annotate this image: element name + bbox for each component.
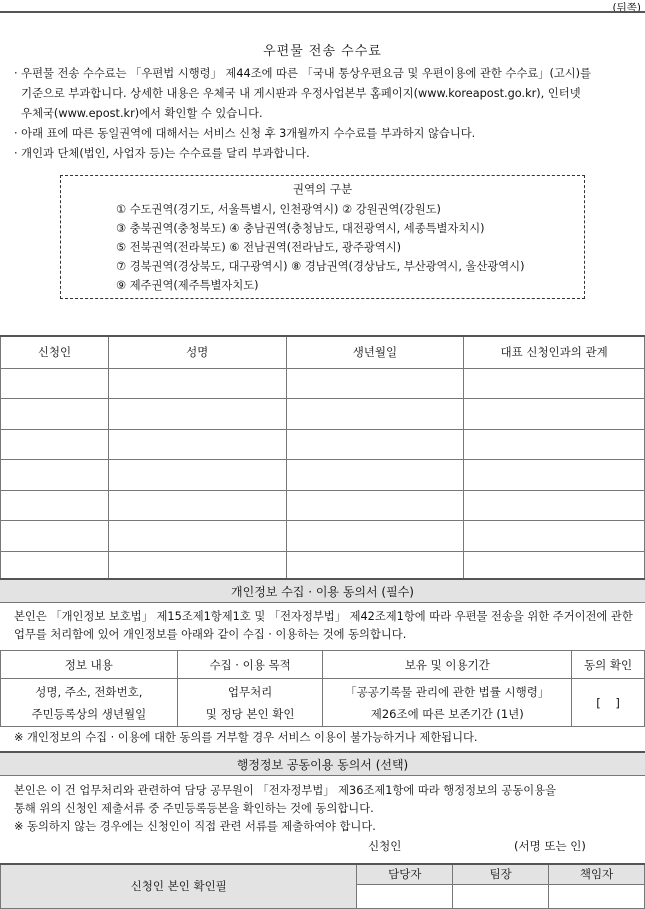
col-purpose: 수집 · 이용 목적 (177, 651, 323, 679)
shared-line: 본인은 이 건 업무처리와 관련하여 담당 공무원이 「전자정부법」 제36조제1항에 따라 행정정보의 공동이용을 (14, 784, 556, 797)
name-cell[interactable] (108, 368, 286, 399)
applicant-table (0, 335, 645, 582)
name-cell[interactable] (108, 399, 286, 430)
privacy-note: ※ 개인정보의 수집 · 이용에 대한 동의를 거부할 경우 서비스 이용이 불가능하거나 제한됩니다. (14, 731, 478, 744)
birthdate-cell[interactable] (286, 460, 464, 491)
fee-title: 우편물 전송 수수료 (263, 44, 382, 59)
privacy-table (0, 650, 645, 727)
birthdate-cell[interactable] (286, 490, 464, 521)
region-line: ⑦ 경북권역(경상북도, 대구광역시) ⑧ 경남권역(경상남도, 부산광역시, 울산광역시) (116, 260, 525, 273)
team-leader-sign-cell[interactable] (453, 884, 549, 908)
birthdate-cell[interactable] (286, 368, 464, 399)
relation-cell[interactable] (464, 368, 645, 399)
shared-line: 통해 위의 신청인 제출서류 중 주민등록등본을 확인하는 것에 동의합니다. (14, 802, 374, 815)
fee-line: 우체국(www.epost.kr)에서 확인할 수 있습니다. (14, 107, 263, 120)
region-line: ③ 충북권역(충청북도) ④ 충남권역(충청남도, 대전광역시, 세종특별자치시) (116, 222, 485, 235)
officer-sign-cell[interactable] (357, 884, 453, 908)
birthdate-cell[interactable] (286, 429, 464, 460)
fee-line: · 우편물 전송 수수료는 「우편법 시행령」 제44조에 따른 「국내 통상우편요금 및 우편이용에 관한 수수료」(고시)를 (14, 67, 591, 80)
page-side-label: (뒤쪽) (612, 2, 641, 14)
shared-note: ※ 동의하지 않는 경우에는 신청인이 직접 관련 서류를 제출하여야 합니다. (14, 820, 376, 833)
confirm-label: 신청인 본인 확인필 (1, 864, 357, 908)
privacy-section-title: 개인정보 수집 · 이용 동의서 (필수) (0, 578, 645, 603)
birthdate-cell[interactable] (286, 521, 464, 552)
col-info: 정보 내용 (1, 651, 178, 679)
fee-line: 기준으로 부과합니다. 상세한 내용은 우체국 내 게시판과 우정사업본부 홈페이지(www.koreapost.go.kr), 인터넷 (14, 87, 581, 100)
fee-line: · 아래 표에 따른 동일권역에 대해서는 서비스 신청 후 3개월까지 수수료를 부과하지 않습니다. (14, 127, 476, 140)
col-relation: 대표 신청인과의 관계 (464, 336, 645, 368)
applicant-cell[interactable] (1, 490, 109, 521)
purpose-content: 업무처리 및 정당 본인 확인 (177, 679, 323, 727)
confirm-table (0, 863, 645, 909)
name-cell[interactable] (108, 490, 286, 521)
relation-cell[interactable] (464, 521, 645, 552)
shared-section-title: 행정정보 공동이용 동의서 (선택) (0, 751, 645, 776)
applicant-cell[interactable] (1, 399, 109, 430)
fee-line: · 개인과 단체(법인, 사업자 등)는 수수료를 달리 부과합니다. (14, 147, 310, 160)
table-row (1, 551, 645, 582)
relation-cell[interactable] (464, 399, 645, 430)
region-line: ① 수도권역(경기도, 서울특별시, 인천광역시) ② 강원권역(강원도) (116, 203, 441, 216)
relation-cell[interactable] (464, 429, 645, 460)
applicant-sign-label: 신청인 (368, 839, 402, 853)
relation-cell[interactable] (464, 490, 645, 521)
consent-checkbox[interactable]: [ ] (572, 679, 645, 727)
applicant-cell[interactable] (1, 551, 109, 582)
table-row (1, 490, 645, 521)
top-rule (0, 11, 645, 13)
privacy-body: 본인은 「개인정보 보호법」 제15조제1항제1호 및 「전자정부법」 제42조제1항에 따라 우편물 전송을 위한 주거이전에 관한 업무를 처리함에 있어 개인정보를 아래와 같이 수집 · 이용하는 것에 동의합니다. (14, 610, 633, 641)
region-line: ⑨ 제주권역(제주특별자치도) (116, 279, 259, 292)
col-officer: 담당자 (357, 864, 453, 884)
relation-cell[interactable] (464, 551, 645, 582)
applicant-cell[interactable] (1, 460, 109, 491)
info-content: 성명, 주소, 전화번호, 주민등록상의 생년월일 (1, 679, 178, 727)
table-row (1, 368, 645, 399)
birthdate-cell[interactable] (286, 551, 464, 582)
table-row (1, 460, 645, 491)
region-title: 권역의 구분 (292, 182, 353, 196)
col-manager: 책임자 (549, 864, 645, 884)
table-row (1, 399, 645, 430)
col-consent: 동의 확인 (572, 651, 645, 679)
region-line: ⑤ 전북권역(전라북도) ⑥ 전남권역(전라남도, 광주광역시) (116, 241, 402, 254)
name-cell[interactable] (108, 551, 286, 582)
col-birthdate: 생년월일 (286, 336, 464, 368)
manager-sign-cell[interactable] (549, 884, 645, 908)
relation-cell[interactable] (464, 460, 645, 491)
period-content: 「공공기록물 관리에 관한 법률 시행령」 제26조에 따른 보존기간 (1년) (323, 679, 572, 727)
name-cell[interactable] (108, 521, 286, 552)
shared-body (14, 782, 639, 836)
fee-notes (14, 64, 639, 164)
applicant-cell[interactable] (1, 368, 109, 399)
region-box (60, 175, 585, 299)
name-cell[interactable] (108, 429, 286, 460)
col-team-leader: 팀장 (453, 864, 549, 884)
table-row (1, 521, 645, 552)
col-name: 성명 (108, 336, 286, 368)
col-period: 보유 및 이용기간 (323, 651, 572, 679)
col-applicant: 신청인 (1, 336, 109, 368)
sign-placeholder[interactable]: (서명 또는 인) (514, 839, 586, 853)
table-row (1, 429, 645, 460)
applicant-cell[interactable] (1, 521, 109, 552)
applicant-cell[interactable] (1, 429, 109, 460)
name-cell[interactable] (108, 460, 286, 491)
birthdate-cell[interactable] (286, 399, 464, 430)
